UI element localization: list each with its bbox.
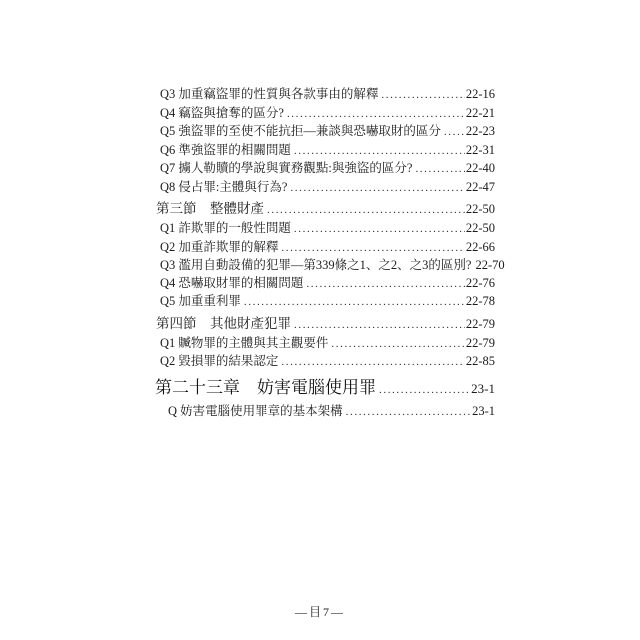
toc-entry-page: 22-50	[465, 221, 495, 235]
toc-entry-label: Q5 加重重利罪	[160, 294, 241, 308]
dot-leader	[294, 142, 465, 161]
toc-entry-label: Q1 詐欺罪的一般性問題	[160, 221, 291, 235]
dot-leader	[281, 353, 464, 372]
toc-row-item	[155, 257, 505, 275]
dot-leader	[267, 199, 465, 220]
toc-row-item	[155, 160, 495, 179]
toc-entry-page: 22-85	[465, 354, 495, 368]
toc-entry-label: 第二十三章 妨害電腦使用罪	[155, 377, 376, 397]
toc-entry-page: 22-23	[465, 124, 495, 138]
toc-entry-page: 22-21	[465, 105, 495, 120]
toc-entry-page: 22-47	[465, 179, 495, 194]
toc-entry-page: 22-76	[465, 275, 495, 290]
toc-entry-label: 第三節 整體財產	[156, 201, 264, 216]
toc-entry-page: 22-50	[465, 202, 495, 216]
toc-row-item	[155, 105, 495, 124]
toc-row-chapter	[155, 375, 495, 403]
toc-entry-label: Q3 濫用自動設備的犯罪—第339條之1、之2、之3的區別?	[160, 258, 472, 272]
toc-entry-page: 22-66	[465, 239, 495, 254]
dot-leader	[346, 403, 471, 422]
toc-row-item	[155, 403, 495, 422]
toc-row-item	[155, 275, 495, 294]
toc-entry-label: Q1 贓物罪的主體與其主觀要件	[160, 335, 329, 350]
toc-row-item	[155, 293, 495, 312]
toc-entry-label: Q3 加重竊盜罪的性質與各款事由的解釋	[160, 87, 379, 101]
toc-entry-label: 第四節 其他財產犯罪	[156, 315, 291, 331]
toc-row-item	[155, 179, 495, 198]
toc-entry-label: Q8 侵占罪:主體與行為?	[160, 179, 288, 194]
toc-entry-page: 22-79	[465, 316, 495, 331]
toc-entry-label: Q 妨害電腦使用罪章的基本架構	[168, 403, 343, 418]
toc-entry-label: Q2 毀損罪的結果認定	[160, 354, 279, 368]
toc-entry-label: Q4 恐嚇取財罪的相關問題	[160, 275, 304, 290]
toc-row-item	[155, 335, 495, 354]
dot-leader	[381, 86, 464, 105]
toc-entry-page: 22-16	[465, 87, 495, 101]
dot-leader	[306, 275, 464, 294]
toc-row-item	[155, 239, 495, 258]
dot-leader	[244, 293, 465, 312]
toc-row-item	[155, 86, 495, 105]
toc-entry-label: Q4 竊盜與搶奪的區分?	[160, 105, 284, 120]
toc-entry-label: Q6 準強盜罪的相關問題	[160, 142, 291, 157]
toc-list	[155, 86, 505, 421]
dot-leader	[415, 160, 464, 179]
toc-entry-label: Q2 加重詐欺罪的解釋	[160, 239, 279, 254]
toc-entry-page: 23-1	[471, 380, 495, 396]
page-footer	[0, 603, 640, 620]
toc-row-item	[155, 220, 495, 239]
toc-entry-page: 22-31	[465, 142, 495, 157]
dot-leader	[281, 239, 464, 258]
toc-row-item	[155, 142, 495, 161]
dot-leader	[294, 314, 465, 335]
toc-entry-page: 22-70	[475, 258, 505, 272]
dot-leader	[290, 179, 464, 198]
dot-leader	[379, 375, 470, 403]
toc-entry-label: Q7 擄人勒贖的學說與實務觀點:與強盜的區分?	[160, 161, 413, 175]
dot-leader	[294, 220, 465, 239]
toc-row-section	[155, 199, 495, 220]
dot-leader	[331, 335, 464, 354]
toc-entry-page: 22-40	[465, 161, 495, 175]
toc-entry-page: 23-1	[472, 403, 495, 418]
dot-leader	[444, 123, 465, 142]
toc-entry-label: Q5 強盜罪的至使不能抗拒—兼談與恐嚇取財的區分	[160, 124, 441, 138]
toc-row-item	[155, 123, 495, 142]
footer-page-label: —目7—	[294, 605, 345, 619]
dot-leader	[287, 105, 465, 124]
toc-entry-page: 22-79	[465, 335, 495, 350]
toc-row-item	[155, 353, 495, 372]
toc-row-section	[155, 314, 495, 335]
toc-entry-page: 22-78	[465, 294, 495, 308]
